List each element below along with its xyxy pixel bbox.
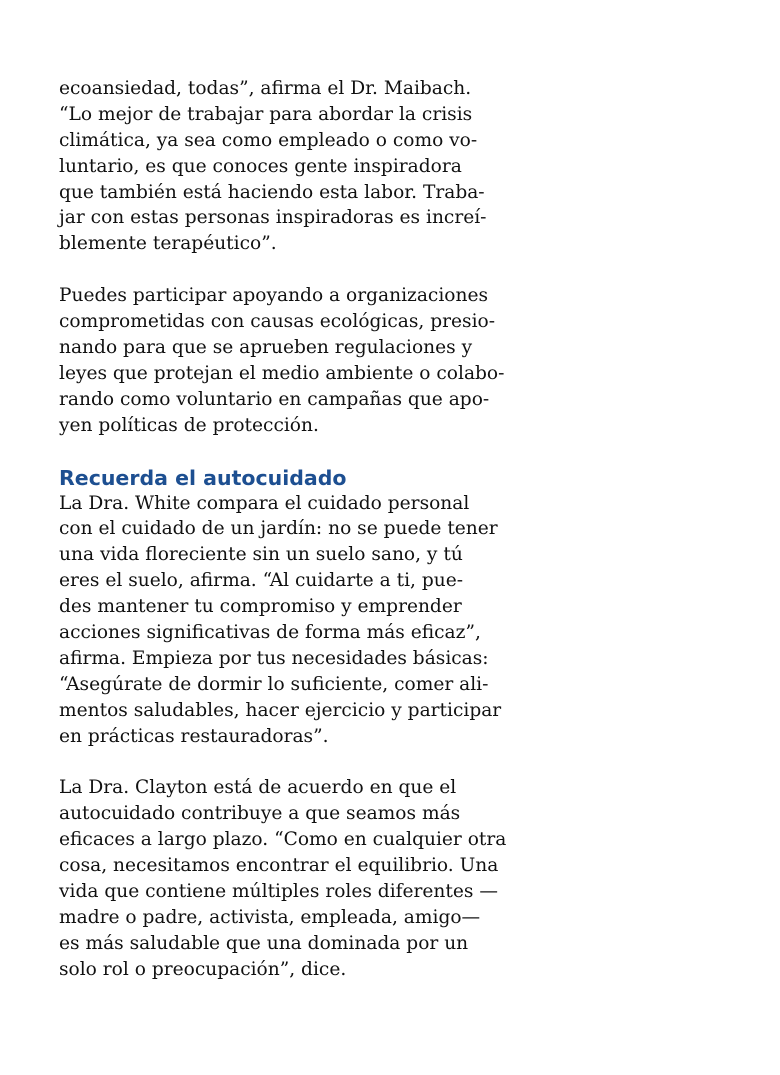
- section-heading: Recuerda el autocuidado: [59, 465, 347, 490]
- text-line: des mantener tu compromiso y emprender: [59, 596, 462, 618]
- text-line: eficaces a largo plazo. “Como en cualquier otra: [59, 829, 507, 851]
- paragraph-participation: [59, 283, 519, 438]
- paragraph-white-garden: [59, 491, 519, 750]
- text-line: que también está haciendo esta labor. Traba-: [59, 181, 485, 203]
- text-line: “Asegúrate de dormir lo suficiente, comer ali-: [59, 673, 489, 695]
- paragraph-spacer: [59, 439, 519, 465]
- text-line: La Dra. White compara el cuidado personal: [59, 492, 470, 514]
- article-page: [59, 76, 519, 983]
- paragraph-maibach-quote: [59, 76, 519, 257]
- paragraph-spacer: [59, 257, 519, 283]
- text-line: jar con estas personas inspiradoras es increí-: [59, 207, 487, 229]
- text-line: vida que contiene múltiples roles diferentes —: [59, 881, 498, 903]
- text-line: Puedes participar apoyando a organizaciones: [59, 285, 488, 307]
- text-line: comprometidas con causas ecológicas, presio-: [59, 311, 495, 333]
- text-line: es más saludable que una dominada por un: [59, 932, 469, 954]
- text-line: nando para que se aprueben regulaciones y: [59, 337, 473, 359]
- text-line: yen políticas de protección.: [59, 414, 319, 436]
- text-line: La Dra. Clayton está de acuerdo en que el: [59, 777, 457, 799]
- text-line: afirma. Empieza por tus necesidades básicas:: [59, 647, 489, 669]
- paragraph-clayton-balance: [59, 775, 519, 982]
- text-line: blemente terapéutico”.: [59, 233, 277, 255]
- text-line: cosa, necesitamos encontrar el equilibrio. Una: [59, 855, 499, 877]
- text-line: acciones significativas de forma más eficaz”,: [59, 622, 481, 644]
- text-line: rando como voluntario en campañas que apo-: [59, 388, 490, 410]
- text-line: leyes que protejan el medio ambiente o colabo-: [59, 362, 505, 384]
- text-line: climática, ya sea como empleado o como vo-: [59, 129, 478, 151]
- paragraph-spacer: [59, 749, 519, 775]
- text-line: mentos saludables, hacer ejercicio y participar: [59, 699, 502, 721]
- text-line: eres el suelo, afirma. “Al cuidarte a ti, pue-: [59, 570, 463, 592]
- text-line: solo rol o preocupación”, dice.: [59, 958, 347, 980]
- text-line: madre o padre, activista, empleada, amigo—: [59, 906, 481, 928]
- text-line: una vida floreciente sin un suelo sano, y tú: [59, 544, 463, 566]
- text-line: autocuidado contribuye a que seamos más: [59, 803, 461, 825]
- text-line: luntario, es que conoces gente inspiradora: [59, 155, 462, 177]
- text-line: ecoansiedad, todas”, afirma el Dr. Maibach.: [59, 78, 472, 99]
- text-line: con el cuidado de un jardín: no se puede tener: [59, 518, 498, 540]
- text-line: “Lo mejor de trabajar para abordar la crisis: [59, 103, 473, 125]
- text-line: en prácticas restauradoras”.: [59, 725, 329, 747]
